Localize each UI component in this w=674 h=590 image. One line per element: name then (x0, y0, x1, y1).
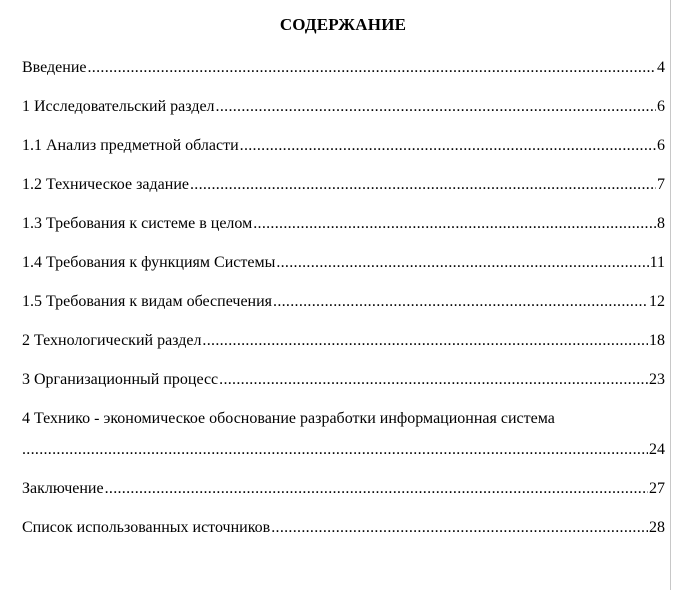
toc-entry-page: 24 (649, 441, 665, 458)
toc-entry-page: 23 (649, 371, 665, 388)
toc-entry-references[interactable] (22, 518, 665, 538)
toc-entry-label: 1 Исследовательский раздел (22, 98, 215, 115)
toc-entry-conclusion[interactable] (22, 479, 665, 499)
table-of-contents (22, 58, 665, 557)
toc-entry-page: 4 (657, 59, 665, 76)
toc-entry-label: Введение (22, 59, 87, 76)
dot-leader (240, 136, 656, 156)
toc-entry-label: 4 Технико - экономическое обоснование разработки информационная система (22, 410, 555, 427)
dot-leader (190, 175, 656, 195)
dot-leader (105, 479, 648, 499)
toc-entry-domain-analysis[interactable] (22, 136, 665, 156)
toc-entry-page: 11 (649, 254, 665, 271)
dot-leader (202, 331, 648, 351)
toc-entry-page: 8 (657, 215, 665, 232)
dot-leader (219, 370, 648, 390)
toc-entry-support-requirements[interactable] (22, 292, 665, 312)
toc-entry-label: 1.4 Требования к функциям Системы (22, 254, 276, 271)
dot-leader (216, 97, 656, 117)
toc-entry-label: Список использованных источников (22, 519, 271, 536)
toc-entry-page: 6 (657, 137, 665, 154)
toc-entry-page: 12 (649, 293, 665, 310)
toc-entry-research-section[interactable] (22, 97, 665, 117)
toc-entry-function-requirements[interactable] (22, 253, 665, 273)
dot-leader (88, 58, 657, 78)
dot-leader (271, 518, 648, 538)
toc-entry-page: 18 (649, 332, 665, 349)
toc-entry-label: 1.5 Требования к видам обеспечения (22, 293, 273, 310)
toc-entry-technology-section[interactable] (22, 331, 665, 351)
toc-entry-label: 1.1 Анализ предметной области (22, 137, 239, 154)
toc-entry-economic-justification[interactable] (22, 409, 665, 460)
toc-entry-page: 6 (657, 98, 665, 115)
dot-leader (253, 214, 656, 234)
toc-entry-label: 2 Технологический раздел (22, 332, 202, 349)
toc-entry-technical-assignment[interactable] (22, 175, 665, 195)
toc-entry-organizational-process[interactable] (22, 370, 665, 390)
page-title: СОДЕРЖАНИЕ (279, 15, 407, 34)
toc-entry-page: 27 (649, 480, 665, 497)
toc-entry-page: 28 (649, 519, 665, 536)
toc-entry-system-requirements[interactable] (22, 214, 665, 234)
toc-entry-label: Заключение (22, 480, 104, 497)
dot-leader (276, 253, 648, 273)
toc-entry-introduction[interactable] (22, 58, 665, 78)
toc-entry-label: 1.2 Техническое задание (22, 176, 189, 193)
dot-leader (273, 292, 648, 312)
page-edge (670, 0, 671, 590)
toc-entry-label: 1.3 Требования к системе в целом (22, 215, 253, 232)
toc-entry-label: 3 Организационный процесс (22, 371, 219, 388)
dot-leader (22, 440, 648, 460)
toc-entry-page: 7 (657, 176, 665, 193)
